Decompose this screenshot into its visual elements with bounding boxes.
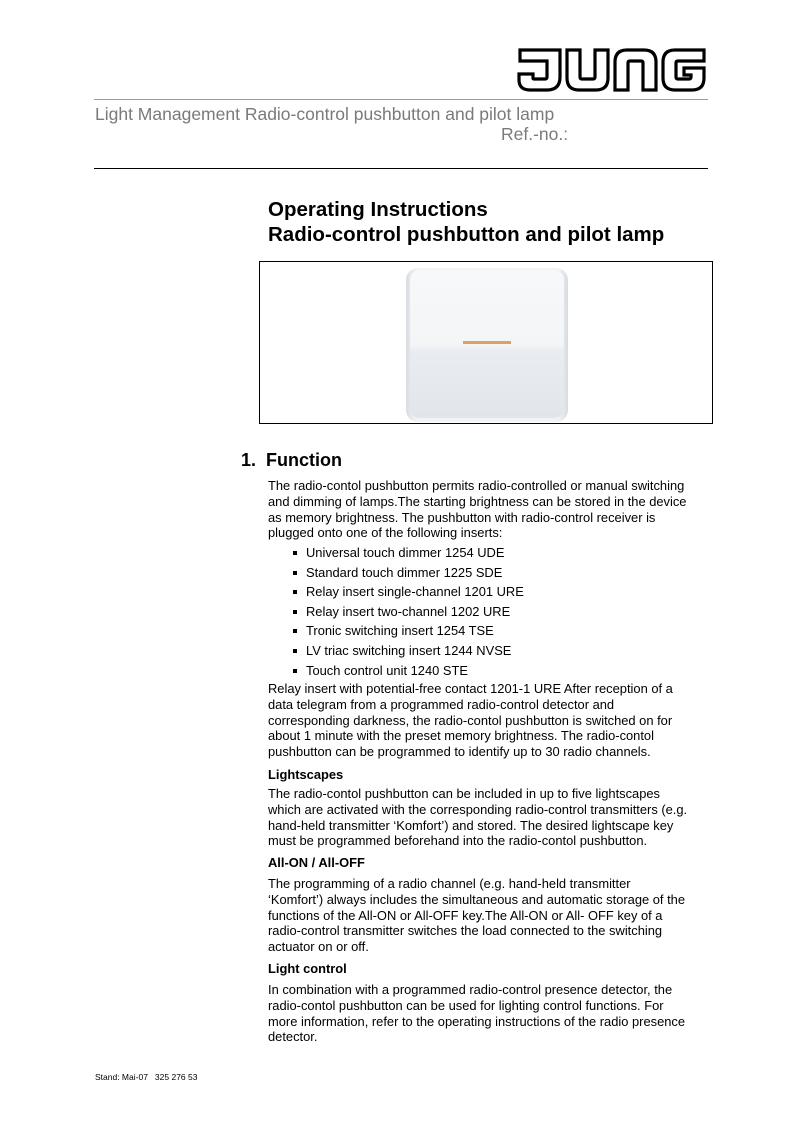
list-item-text: Touch control unit 1240 STE (306, 662, 468, 678)
footer (95, 1072, 197, 1082)
list-item-text: Relay insert two-channel 1202 URE (306, 603, 511, 619)
list-item (290, 661, 524, 681)
light-control-paragraph (268, 982, 713, 1045)
section-number: 1. (241, 450, 257, 470)
list-item-text: Universal touch dimmer 1254 UDE (306, 545, 505, 560)
document-title-line1: Operating Instructions (268, 198, 488, 221)
text-line: and dimming of lamps.The starting brightness can be stored in the device (268, 493, 687, 509)
header-divider-top (94, 99, 708, 100)
text-line: about 1 minute with the preset memory brightness. The radio-contol (268, 728, 654, 744)
footer-stand-date: Stand: Mai-07 (95, 1072, 148, 1082)
text-line: data telegram from a programmed radio-control detector and (268, 696, 615, 712)
text-line: as memory brightness. The pushbutton with radio-control receiver is (268, 509, 656, 525)
text-line: must be programmed beforehand into the radio-contol pushbutton. (268, 833, 648, 849)
function-intro-paragraph (268, 478, 713, 541)
list-item-text: Tronic switching insert 1254 TSE (306, 623, 494, 639)
after-list-paragraph (268, 681, 713, 760)
list-item (290, 641, 524, 661)
list-item (290, 543, 524, 563)
text-line: which are activated with the corresponding radio-control transmitters (e.g. (268, 801, 688, 817)
pilot-lamp-led (463, 341, 511, 344)
text-line: In combination with a programmed radio-control presence detector, the (268, 982, 673, 997)
light-control-heading: Light control (268, 961, 347, 976)
text-line: actuator on or off. (268, 939, 369, 955)
bullet-square-icon (293, 551, 297, 555)
logo-text (708, 47, 709, 48)
bullet-square-icon (293, 590, 297, 594)
section-heading-function (241, 450, 342, 471)
text-line: ‘Komfort’) always includes the simultaneous and automatic storage of the (268, 891, 686, 907)
bullet-square-icon (293, 629, 297, 633)
list-item-text: LV triac switching insert 1244 NVSE (306, 642, 512, 658)
text-line: hand-held transmitter ‘Komfort’) and stored. The desired lightscape key (268, 817, 674, 833)
all-on-off-paragraph (268, 876, 713, 955)
jung-logo (516, 47, 708, 93)
text-line: pushbutton can be programmed to identify up to 30 radio channels. (268, 744, 651, 760)
text-line: detector. (268, 1029, 318, 1045)
list-item (290, 563, 524, 583)
document-title (268, 197, 664, 247)
all-on-off-heading: All-ON / All-OFF (268, 855, 365, 870)
lightscapes-heading: Lightscapes (268, 767, 344, 782)
document-title-line2: Radio-control pushbutton and pilot lamp (268, 223, 665, 246)
text-line: Relay insert with potential-free contact 1201-1 URE After reception of a (268, 681, 673, 696)
insert-list (290, 543, 524, 680)
bullet-square-icon (293, 669, 297, 673)
text-line: corresponding darkness, the radio-contol pushbutton is switched on for (268, 712, 673, 728)
text-line: radio-contol pushbutton can be used for lighting control functions. For (268, 997, 664, 1013)
list-item (290, 621, 524, 641)
bullet-square-icon (293, 649, 297, 653)
text-line: The radio-contol pushbutton permits radio-controlled or manual switching (268, 478, 685, 493)
text-line: more information, refer to the operating instructions of the radio presence (268, 1013, 686, 1029)
list-item (290, 602, 524, 622)
jung-logo-graphic (516, 47, 708, 93)
lightscapes-paragraph (268, 786, 713, 849)
list-item-text: Relay insert single-channel 1201 URE (306, 584, 524, 600)
text-line: functions of the All-ON or All-OFF key.The All-ON or All- OFF key of a (268, 907, 663, 923)
text-line: The programming of a radio channel (e.g. hand-held transmitter (268, 876, 631, 891)
list-item-text: Standard touch dimmer 1225 SDE (306, 564, 503, 580)
header-ref-label: Ref.-no.: (501, 124, 569, 144)
footer-doc-number: 325 276 53 (154, 1072, 198, 1082)
header-title: Light Management Radio-control pushbutton and pilot lamp (95, 104, 555, 124)
header-divider-bottom (94, 168, 708, 169)
bullet-square-icon (293, 610, 297, 614)
list-item (290, 582, 524, 602)
text-line: plugged onto one of the following inserts: (268, 525, 503, 541)
bullet-square-icon (293, 571, 297, 575)
section-title: Function (266, 450, 342, 470)
product-image (260, 262, 712, 423)
product-image-frame (259, 261, 713, 424)
text-line: The radio-contol pushbutton can be included in up to five lightscapes (268, 786, 660, 801)
text-line: radio-control transmitter switches the load connected to the switching (268, 923, 663, 939)
